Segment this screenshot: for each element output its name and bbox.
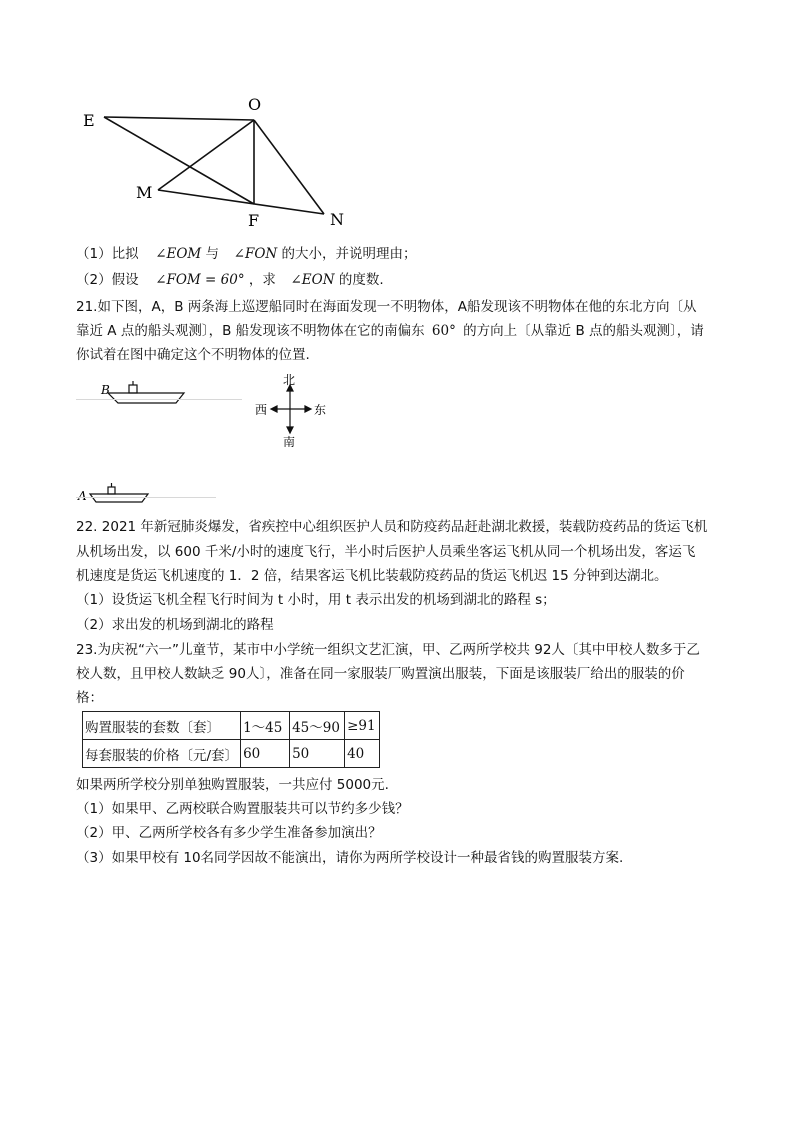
angle-fon: ∠FON xyxy=(233,246,278,262)
compass-east: 东 xyxy=(314,403,327,417)
q20-part1 xyxy=(76,244,417,264)
table-cell: 1～45 xyxy=(241,712,290,740)
table-row xyxy=(83,712,380,740)
q21-line3: 你试着在图中确定这个不明物体的位置. xyxy=(76,347,310,363)
q20-part2-suffix: 的度数. xyxy=(338,272,384,288)
point-label-e: E xyxy=(83,111,95,130)
q21-line2 xyxy=(76,321,704,341)
segment-mo xyxy=(158,120,254,190)
compass-north: 北 xyxy=(283,373,296,387)
table-cell: ≥91 xyxy=(345,712,380,740)
ship-a-icon xyxy=(90,483,148,502)
ship-a-shoreline xyxy=(76,497,216,498)
table-cell: 50 xyxy=(290,740,345,768)
table-cell: 45～90 xyxy=(290,712,345,740)
q22-line2: 从机场出发，以 600 千米/小时的速度飞行，半小时后医护人员乘坐客运飞机从同一个机场出发，客运飞 xyxy=(76,544,696,560)
table-cell: 60 xyxy=(241,740,290,768)
ship-a-label: A xyxy=(78,489,87,503)
compass-west: 西 xyxy=(255,403,268,417)
point-label-n: N xyxy=(330,210,344,229)
ship-b-label: B xyxy=(101,383,110,397)
q21-line1: 21.如下图，A，B 两条海上巡逻船同时在海面发现一不明物体，A船发现该不明物体在他的东北方向〔从 xyxy=(76,299,697,315)
table-row xyxy=(83,740,380,768)
q21-line2-a: 靠近 A 点的船头观测〕，B 船发现该不明物体在它的南偏东 xyxy=(76,323,425,339)
table-cell: 购置服装的套数〔套〕 xyxy=(83,712,241,740)
q23-line2: 校人数，且甲校人数缺乏 90人〕，准备在同一家服装厂购置演出服装，下面是该服装厂给出的服装的价 xyxy=(76,666,685,682)
compass-figure xyxy=(252,370,332,452)
q23-line1: 23.为庆祝“六一”儿童节，某市中小学统一组织文艺汇演，甲、乙两所学校共 92人〔其中甲校人数多于乙 xyxy=(76,642,700,658)
angle-fom-expr: ∠FOM = 60° xyxy=(155,272,245,288)
q22-part1: （1）设货运飞机全程飞行时间为 t 小时，用 t 表示出发的机场到湖北的路程 s； xyxy=(76,592,556,608)
q21-degree: 60° xyxy=(431,323,456,339)
segment-ef xyxy=(104,117,254,204)
geometry-figure xyxy=(70,88,360,238)
ship-b-shoreline xyxy=(76,399,242,400)
q20-part2-prefix: （2）假设 xyxy=(76,272,139,288)
ship-b-figure xyxy=(96,376,196,412)
segment-eo xyxy=(104,117,254,120)
q23-after-table: 如果两所学校分别单独购置服装，一共应付 5000元. xyxy=(76,777,389,793)
q22-line3: 机速度是货运飞机速度的 1．2 倍，结果客运飞机比装载防疫药品的货运飞机迟 15 分钟到达湖北。 xyxy=(76,568,668,584)
point-label-o: O xyxy=(248,95,262,114)
q21-line2-b: 的方向上〔从靠近 B 点的船头观测〕，请 xyxy=(463,323,704,339)
compass-arrows-icon xyxy=(271,385,311,433)
q20-part1-suffix: 的大小，并说明理由； xyxy=(281,246,417,262)
point-label-m: M xyxy=(136,183,153,202)
price-table xyxy=(82,711,380,768)
q23-part1: （1）如果甲、乙两校联合购置服装共可以节约多少钱？ xyxy=(76,801,409,817)
compass-south: 南 xyxy=(283,435,296,449)
ship-a-figure xyxy=(76,480,156,506)
q20-part1-mid: 与 xyxy=(205,246,220,262)
angle-eon: ∠EON xyxy=(290,272,335,288)
q20-part1-prefix: （1）比拟 xyxy=(76,246,139,262)
segment-on xyxy=(254,120,324,214)
q23-part3: （3）如果甲校有 10名同学因故不能演出，请你为两所学校设计一种最省钱的购置服装方案. xyxy=(76,850,624,866)
table-cell: 40 xyxy=(345,740,380,768)
q23-line3: 格： xyxy=(76,690,103,706)
angle-eom: ∠EOM xyxy=(155,246,202,262)
q22-line1: 22. 2021 年新冠肺炎爆发，省疾控中心组织医护人员和防疫药品赶赴湖北救援，装载防疫药品的货运飞机 xyxy=(76,519,708,535)
table-cell: 每套服装的价格〔元/套〕 xyxy=(83,740,241,768)
q23-part2: （2）甲、乙两所学校各有多少学生准备参加演出？ xyxy=(76,825,382,841)
q20-part2 xyxy=(76,270,384,290)
segment-mn xyxy=(158,190,324,214)
q22-part2: （2）求出发的机场到湖北的路程 xyxy=(76,617,274,633)
point-label-f: F xyxy=(248,211,260,230)
q20-part2-mid: ，求 xyxy=(248,272,276,288)
